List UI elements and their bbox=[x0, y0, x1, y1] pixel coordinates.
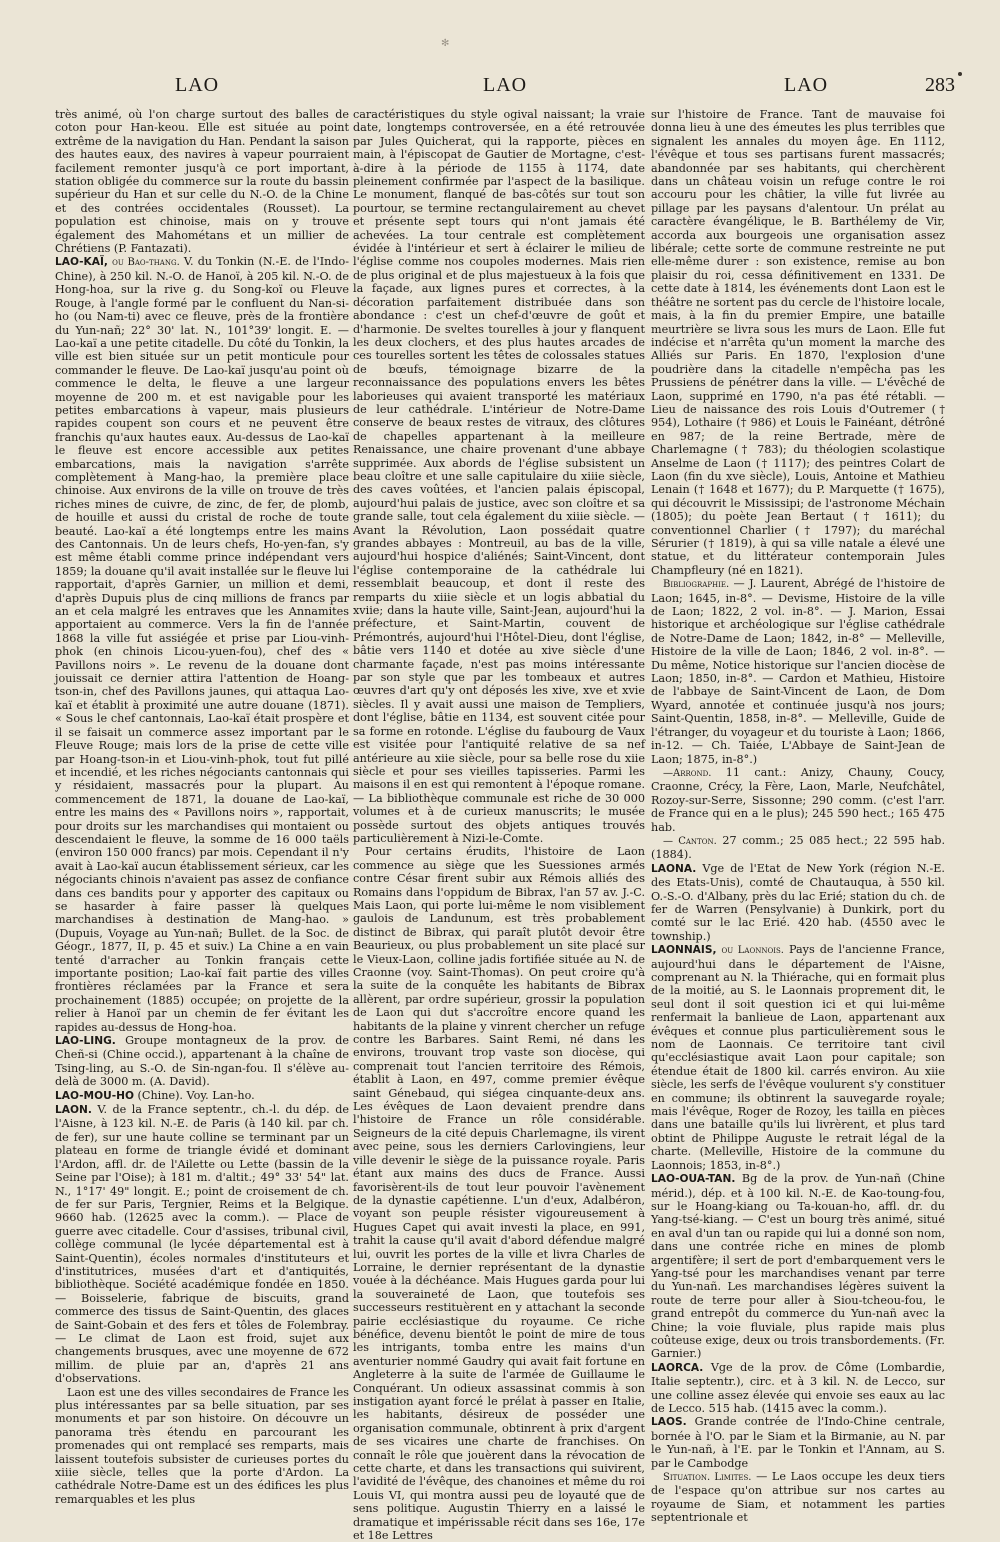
canton-text: 27 comm.; 25 085 hect.; 22 595 hab. (1884). bbox=[651, 833, 945, 862]
bibliography-text: — J. Laurent, Abrégé de l'histoire de Laon; 1645, in-8°. — Devisme, Histoire de la ville de Laon; 1822, 2 vol. in-8°. — J. Marion, Essai historique et archéologique sur l'église cathédrale de Notre-Dame de Laon; 1842, in-8° — Melleville, Histoire de la ville de Laon; 1846, 2 vol. in-8°. — Du même, Notice historique sur l'ancien diocèse de Laon; 1850, in-8°. — Cardon et Mathieu, Histoire de l'abbaye de Saint-Vincent de Laon, de Dom Wyard, annotée et continuée jusqu'à nos jours; Saint-Quentin, 1858, in-8°. — Melleville, Guide de l'étranger, du voyageur et du touriste à Laon; 1866, in-12. — Ch. Taiée, L'Abbaye de Saint-Jean de Laon; 1875, in-8°.) bbox=[651, 577, 945, 766]
entry-term: LAONA. bbox=[651, 862, 697, 875]
bibliography-label: Bibliographie. bbox=[663, 579, 730, 591]
paragraph: caractéristiques du style ogival naissant; la vraie date, longtemps controversée, en a été retrouvée par Jules Quicherat, qui la rapporte, pièces en main, à l'épiscopat de Gautier de Mortagne, c'est-à-dire à la période de 1155 à 1174, date pleinement confirmée par l'aspect de la basilique. Le monument, flanqué de bas-côtés sur tout son pourtour, se termine rectangulairement au chevet et présente sept tours qui n'ont jamais été achevées. La tour centrale est complètement évidée à l'intérieur et sert à éclairer le milieu de l'église comme nos coupoles modernes. Mais rien de plus original et de plus majestueux à la fois que la façade, aux lignes pures et correctes, à la décoration parfaitement distribuée dans son abondance : c'est un chef-d'œuvre de goût et d'harmonie. De sveltes tourelles à jour y flanquent les deux clochers, et des plus hautes arcades de ces tourelles sortent les têtes de colossales statues de bœufs, témoignage bizarre de la reconnaissance des populations envers les bêtes laborieuses qui avaient transporté les matériaux de leur cathédrale. L'intérieur de Notre-Dame conserve de beaux restes de vitraux, des clôtures de chapelles appartenant à la meilleure Renaissance, une chaire provenant d'une abbaye supprimée. Aux abords de l'église subsistent un beau cloître et une salle capitulaire du xiiie siècle, des caves voûtées, et l'ancien palais épiscopal, aujourd'hui palais de justice, avec son cloître et sa grande salle, tout cela également du xiiie siècle. — Avant la Révolution, Laon possédait quatre grandes abbayes : Montreuil, au bas de la ville, aujourd'hui hospice d'aliénés; Saint-Vincent, dont l'église contemporaine de la cathédrale lui ressemblait beaucoup, et dont il reste des remparts du xiiie siècle et un logis abbatial du xviie; dans la haute ville, Saint-Jean, aujourd'hui la préfecture, et Saint-Martin, couvent de Prémontrés, aujourd'hui l'Hôtel-Dieu, dont l'église, bâtie vers 1140 et dotée au xive siècle d'une charmante façade, n'est pas moins intéressante par son style que par les tombeaux et autres œuvres d'art qu'y ont déposés les xive, xve et xvie siècles. Il y avait aussi une maison de Templiers, dont l'église, bâtie en 1134, est souvent citée pour sa forme en rotonde. L'église du faubourg de Vaux est visitée pour l'antiquité relative de sa nef antérieure au xiie siècle, pour sa belle rose du xiie siècle et pour ses vieilles tapisseries. Parmi les maisons il en est qui remontent à l'époque romane. — La bibliothèque communale est riche de 30 000 volumes et à de curieux manuscrits; le musée possède surtout des objets antiques trouvés particulièrement à Nizi-le-Comte. bbox=[353, 108, 645, 845]
entry-text: Grande contrée de l'Indo-Chine centrale, bornée à l'O. par le Siam et la Birmanie, au N. par le Yun-nañ, à l'E. par le Tonkin et l'Annam, au S. par le Cambodge bbox=[651, 1415, 945, 1470]
entry-term: LAOS. bbox=[651, 1416, 687, 1429]
arrondissement bbox=[651, 766, 945, 834]
headword-center: LAO bbox=[483, 74, 528, 96]
entry-term: LAON. bbox=[55, 1104, 92, 1117]
entry-text: Pays de l'ancienne France, aujourd'hui dans le département de l'Aisne, comprenant au N. la Thiérache, qui en formait plus de la moitié, au S. le Laonnais proprement dit, le seul dont il soit question ici et qui lui-même renfermait la banlieue de Laon, appartenant aux évêques et connue plus particulièrement sous le nom de Laonnais. Ce territoire tant civil qu'ecclésiastique avait Laon pour capitale; son étendue était de 1800 kil. carrés environ. Au xiie siècle, les serfs de l'évêque voulurent s'y constituer en commune; ils obtinrent la sauvegarde royale; mais l'évêque, Roger de Rozoy, les tailla en pièces dans une bataille qu'ils lui livrèrent, et plus tard obtint de Philippe Auguste le retrait légal de la charte. (Melleville, Histoire de la commune du Laonnois; 1853, in-8°.) bbox=[651, 943, 945, 1172]
arrondissement-text: 11 cant.: Anizy, Chauny, Coucy, Craonne, Crécy, la Fère, Laon, Marle, Neufchâtel, Rozoy-sur-Serre, Sissonne; 290 comm. (c'est l'arr. de France qui en a le plus); 245 590 hect.; 165 475 hab. bbox=[651, 765, 945, 834]
entry-term: LAO-LING. bbox=[55, 1035, 116, 1048]
paragraph: très animé, où l'on charge surtout des balles de coton pour Han-keou. Elle est située au point extrême de la navigation du Han. Pendant la saison des hautes eaux, des navires à vapeur pourraient facilement remonter jusqu'à ce port important, station obligée du commerce sur la route du bassin supérieur du Han et sur celle du N.-O. de la Chine et des contrées occidentales (Rousset). La population est chinoise, mais on y trouve également des Mahométans et un millier de Chrétiens (P. Fantazati). bbox=[55, 108, 349, 256]
entry-term: LAONNAIS, bbox=[651, 944, 717, 957]
entry-text: V. du Tonkin (N.-E. de l'Indo-Chine), à 250 kil. N.-O. de Hanoï, à 205 kil. N.-O. de Hong-hoa, sur la rive g. du Song-koï ou Fleuve Rouge, à l'angle formé par le confluent du Nan-si-ho (ou Nam-ti) avec ce fleuve, près de la frontière du Yun-nañ; 22° 30' lat. N., 101°39' longit. E. — Lao-kaï a une petite citadelle. Du côté du Tonkin, la ville est bien située sur un petit monticule pour commander le fleuve. De Lao-kaï jusqu'au point où commence le delta, le fleuve a une largeur moyenne de 200 m. et est navigable pour les petites embarcations à vapeur, mais plusieurs rapides coupent son cours et ne peuvent être franchis qu'aux hautes eaux. Au-dessus de Lao-kaï le fleuve est encore accessible aux petites embarcations, mais la navigation s'arrête complètement à Mang-hao, la première place chinoise. Aux environs de la ville on trouve de très riches mines de cuivre, de zinc, de fer, de plomb, de houille et aussi du cristal de roche de toute beauté. Lao-kaï a été longtemps entre les mains des Cantonnais. Un de leurs chefs, Ho-yen-fan, s'y est même établi comme prince indépendant vers 1859; la douane qu'il avait installée sur le fleuve lui rapportait, d'après Garnier, un million et demi, d'après Dupuis plus de cinq millions de francs par an et cela malgré les entraves que les Annamites apportaient au commerce. Vers la fin de l'année 1868 la ville fut assiégée et prise par Liou-vinh-phok (en chinois Licou-yuen-fou), chef des « Pavillons noirs ». Le revenu de la douane dont jouissait ce dernier attira l'attention de Hoang-tson-in, chef des Pavillons jaunes, qui attaqua Lao-kaï et établit à proximité une autre douane (1871). « Sous le chef cantonnais, Lao-kaï était prospère et il se faisait un commerce assez important par le Fleuve Rouge; mais lors de la prise de cette ville par Hoang-tson-in et Liou-vinh-phok, tout fut pillé et incendié, et les riches négociants cantonnais qui y résidaient, massacrés pour la plupart. Au commencement de 1871, la douane de Lao-kaï, entre les mains des « Pavillons noirs », rapportait, pour droits sur les marchandises qui montaient ou descendaient le fleuve, la somme de 16 000 taëls (environ 150 000 francs) par mois. Cependant il n'y avait à Lao-kaï aucun établissement sérieux, car les négociants chinois n'avaient pas assez de confiance dans ces bandits pour y apporter des capitaux ou se hasarder à faire passer là quelques marchandises à destination de Mang-hao. » (Dupuis, Voyage au Yun-nañ; Bullet. de la Soc. de Géogr., 1877, II, p. 45 et suiv.) La Chine a en vain tenté d'arracher au Tonkin français cette importante position; Lao-kaï fait partie des villes frontières réclamées par la France et sera prochainement (1885) occupée; on projette de la relier à Hanoï par un chemin de fer évitant les rapides au-dessus de Hong-hoa. bbox=[55, 255, 350, 1034]
entry-laon bbox=[55, 1103, 349, 1386]
entry-text: (Chine). Voy. Lan-ho. bbox=[137, 1088, 255, 1102]
entry-alt-term: ou Laonnois. bbox=[721, 945, 784, 957]
entry-term: LAO-MOU-HO bbox=[55, 1089, 134, 1102]
entry-term: LAORCA. bbox=[651, 1361, 704, 1374]
entry-laorca bbox=[651, 1361, 945, 1416]
paragraph: sur l'histoire de France. Tant de mauvaise foi donna lieu à une des émeutes les plus terribles que signalent les annales du moyen âge. En 1112, l'évêque et tous ses partisans furent massacrés; abandonnée par ses habitants, qui cherchèrent dans un château voisin un refuge contre le roi accouru pour les châtier, la ville fut livrée au pillage par les paysans d'alentour. Un prélat au caractère évangélique, le B. Barthélemy de Vir, accorda aux bourgeois une organisation assez libérale; cette sorte de commune restreinte ne put elle-même durer : son existence, remise au bon plaisir du roi, cessa définitivement en 1331. De cette date à 1814, les événements dont Laon est le théâtre ne sortent pas du cercle de l'histoire locale, mais, à la fin du premier Empire, une bataille meurtrière se livra sous les murs de Laon. Elle fut indécise et n'arrêta qu'un moment la marche des Alliés sur Paris. En 1870, l'explosion d'une poudrière dans la citadelle n'empêcha pas les Prussiens de pénétrer dans la ville. — L'évêché de Laon, supprimé en 1790, n'a pas été rétabli. — Lieu de naissance des rois Louis d'Outremer († 954), Lothaire († 986) et Louis le Fainéant, détrôné en 987; de la reine Bertrade, mère de Charlemagne († 783); du théologien scolastique Anselme de Laon († 1117); des peintres Colart de Laon (fin du xve siècle), Louis, Antoine et Mathieu Lenain († 1648 et 1677); du P. Marquette († 1675), qui découvrit le Mississipi; de l'astronome Méchain (1805); du poète Jean Bertaut († 1611); du conventionnel Charlier († 1797); du maréchal Sérurier († 1819), à qui sa ville natale a élevé une statue, et du littérateur contemporain Jules Champfleury (né en 1821). bbox=[651, 108, 945, 577]
entry-laona bbox=[651, 862, 945, 943]
arrondissement-label: —Arrond. bbox=[663, 767, 712, 779]
subsection-label: Situation. Limites. bbox=[663, 1472, 752, 1484]
entry-text: V. de la France septentr., ch.-l. du dép. de l'Aisne, à 123 kil. N.-E. de Paris (à 140 kil. par ch. de fer), sur une haute colline se terminant par un plateau en forme de triangle évidé et dominant l'Ardon, affl. dr. de l'Ailette ou Lette (bassin de la Seine par l'Oise); à 181 m. d'altit.; 49° 33' 54" lat. N., 1°17' 49" longit. E.; point de croisement de ch. de fer sur Paris, Tergnier, Reims et la Belgique. 9660 hab. (12625 avec la comm.). — Place de guerre avec citadelle. Cour d'assises, tribunal civil, collège communal (le lycée départemental est à Saint-Quentin), écoles normales d'instituteurs et d'institutrices, musées d'art et d'antiquités, bibliothèque. Société académique fondée en 1850. — Boisselerie, fabrique de biscuits, grand commerce des tissus de Saint-Quentin, des glaces de Saint-Gobain et des fers et tôles de Folembray. — Le climat de Laon est froid, sujet aux changements brusques, avec une moyenne de 672 millim. de pluie par an, d'après 21 ans d'observations. bbox=[55, 1103, 349, 1386]
entry-alt-term: ou Bao-thang. bbox=[112, 257, 180, 269]
headword-left: LAO bbox=[175, 74, 220, 96]
canton bbox=[651, 834, 945, 862]
entry-text: Bg de la prov. de Yun-nañ (Chine mérid.), dép. et à 100 kil. N.-E. de Kao-toung-fou, sur le Hoang-kiang ou Ta-kouan-ho, affl. dr. du Yang-tsé-kiang. — C'est un bourg très animé, situé en aval d'un tan ou rapide qui lui a donné son nom, dans une contrée riche en mines de plomb argentifère; il sert de port d'embarquement vers le Yang-tsé pour les marchandises venant par terre du Yun-nañ. Les marchandises légères suivent la route de terre pour aller à Siou-tcheou-fou, le grand entrepôt du commerce du Yun-nañ avec la Chine; la voie fluviale, plus rapide mais plus coûteuse exige, deux ou trois transbordements. (Fr. Garnier.) bbox=[651, 1172, 946, 1361]
entry-text: Vge de la prov. de Côme (Lombardie, Italie septentr.), circ. et à 3 kil. N. de Lecco, sur une colline assez élevée qui envoie ses eaux au lac de Lecco. 515 hab. (1415 avec la comm.). bbox=[651, 1360, 945, 1415]
running-header bbox=[0, 74, 1000, 102]
paragraph: Laon est une des villes secondaires de France les plus intéressantes par sa belle situation, par ses monuments et par son histoire. On découvre un panorama très étendu en parcourant les promenades qui ont remplacé ses remparts, mais laissent toutefois subsister de curieuses portes du xiiie siècle, telles que la porte d'Ardon. La cathédrale Notre-Dame est un des édifices les plus remarquables et les plus bbox=[55, 1385, 349, 1506]
entry-text: Groupe montagneux de la prov. de Cheñ-si (Chine occid.), appartenant à la chaîne de Tsing-ling, au S.-O. de Sin-ngan-fou. Il s'élève au-delà de 3000 m. (A. David). bbox=[55, 1034, 349, 1089]
column-right bbox=[651, 108, 946, 1525]
bibliography bbox=[651, 577, 945, 766]
entry-term: LAO-OUA-TAN. bbox=[651, 1173, 736, 1186]
entry-lao-ling bbox=[55, 1034, 349, 1089]
entry-term: LAO-KAÏ, bbox=[55, 256, 108, 269]
entry-lao-oua-tan bbox=[651, 1172, 945, 1361]
entry-lao-mou-ho bbox=[55, 1089, 349, 1103]
column-left bbox=[55, 108, 350, 1506]
page-number: 283 bbox=[925, 74, 955, 96]
ornament-icon: ✻ bbox=[441, 38, 450, 49]
subsection bbox=[651, 1470, 945, 1525]
entry-laos bbox=[651, 1415, 945, 1470]
headword-right: LAO bbox=[784, 74, 829, 96]
entry-laonnais bbox=[651, 943, 945, 1172]
subsection-text: — Le Laos occupe les deux tiers de l'espace qu'on attribue sur nos cartes au royaume de Siam, et notamment les parties septentrionale et bbox=[651, 1470, 945, 1525]
entry-lao-kai bbox=[55, 255, 349, 1034]
column-middle bbox=[353, 108, 645, 1542]
entry-text: Vge de l'Etat de New York (région N.-E. des Etats-Unis), comté de Chautauqua, à 550 kil. O.-S.-O. d'Albany, près du lac Erié; station du ch. de fer de Warren (Pensylvanie) à Dunkirk, port du comté sur le lac Erié. 420 hab. (4550 avec le township.) bbox=[651, 861, 945, 943]
canton-label: — Canton. bbox=[663, 835, 717, 847]
paragraph: Pour certains érudits, l'histoire de Laon commence au siège que les Suessiones armés contre César firent subir aux Rémois alliés des Romains dans l'oppidum de Bibrax, l'an 57 av. J.-C. Mais Laon, qui porte lui-même le nom visiblement gaulois de Landunum, est très probablement distinct de Bibrax, qui paraît plutôt devoir être Beaurieux, ou plus probablement un site placé sur le Vieux-Laon, colline jadis fortifiée située au N. de Craonne (voy. Saint-Thomas). On peut croire qu'à la suite de la conquête les habitants de Bibrax allèrent, par ordre supérieur, grossir la population de Laon qui dut s'accroître encore quand les habitants de la plaine y vinrent chercher un refuge contre les Barbares. Saint Remi, né dans les environs, trouvant trop vaste son diocèse, qui comprenait tout l'ancien territoire des Rémois, établit à Laon, en 497, comme premier évêque saint Génebaud, qui siégea cinquante-deux ans. Les évêques de Laon devaient prendre dans l'histoire de France un rôle considérable. Seigneurs de la cité depuis Charlemagne, ils virent avec peine, sous les derniers Carlovingiens, leur ville devenir le siège de la puissance royale. Paris étant aux mains des ducs de France. Aussi favorisèrent-ils de tout leur pouvoir l'avènement de la dynastie capétienne. L'un d'eux, Adalbéron, voyant son peuple résister vigoureusement à Hugues Capet qui avait investi la place, en 991, trahit la cause qu'il avait d'abord défendue malgré lui, ouvrit les portes de la ville et livra Charles de Lorraine, le dernier représentant de la dynastie vouée à la déchéance. Mais Hugues garda pour lui la souveraineté de Laon, que toutefois ses successeurs restituèrent en y attachant la seconde pairie ecclésiastique du royaume. Ce riche bénéfice, devenu bientôt le point de mire de tous les intrigants, tomba entre les mains d'un aventurier nommé Gaudry qui avait fait fortune en Angleterre à la suite de l'armée de Guillaume le Conquérant. Un odieux assassinat commis à son instigation ayant forcé le prélat à passer en Italie, les habitants, désireux de posséder une organisation communale, obtinrent à prix d'argent de ses vicaires une charte de franchises. On connaît le rôle que jouèrent dans la révocation de cette charte, et dans les transactions qui suivirent, l'avidité de l'évêque, des chanoines et même du roi Louis VI, qui montra aussi peu de loyauté que de sens politique. Augustin Thierry en a laissé le dramatique et impérissable récit dans ses 16e, 17e et 18e Lettres bbox=[353, 845, 645, 1542]
